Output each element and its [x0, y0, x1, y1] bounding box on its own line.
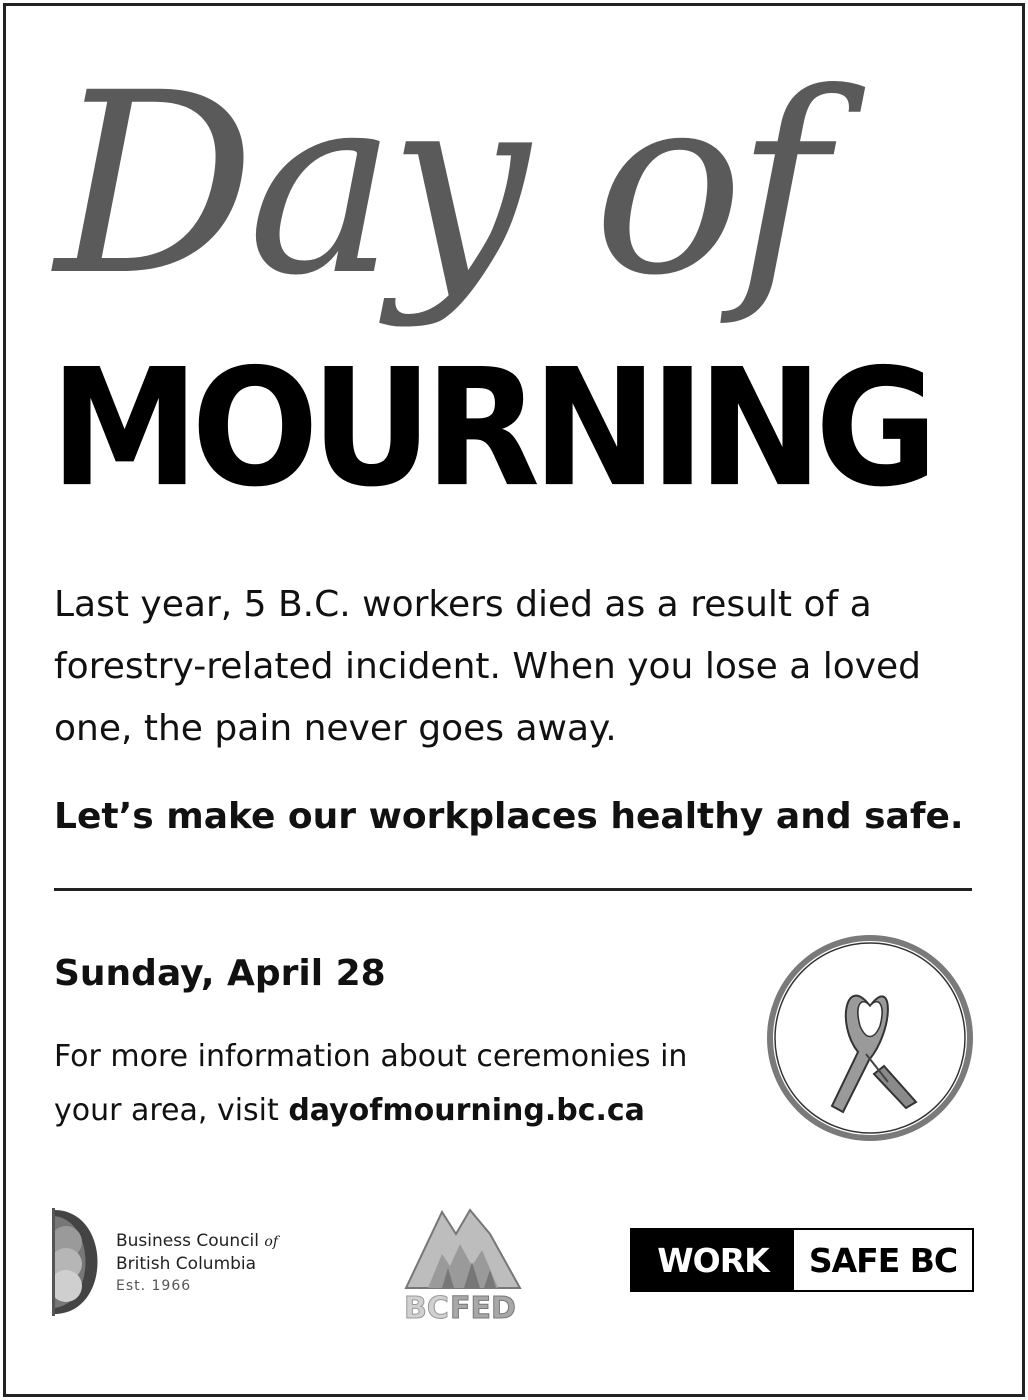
mountain-icon [406, 1210, 520, 1288]
tagline: Let’s make our workplaces healthy and safe. [54, 796, 964, 837]
ribbon-badge [766, 934, 974, 1142]
event-info [54, 1030, 754, 1138]
bcbc-line1-suffix: of [264, 1234, 279, 1250]
bcfed-text-fed: FED [450, 1291, 516, 1322]
bcbc-emblem-icon [52, 1208, 108, 1316]
worksafe-left: WORK [632, 1230, 794, 1290]
bcbc-text [116, 1230, 278, 1297]
bcbc-line1: Business Council [116, 1231, 259, 1251]
body-paragraph: Last year, 5 B.C. workers died as a result of a forestry-related incident. When you lose a loved one, the pain never goes away. [54, 584, 922, 749]
bcfed-logo [402, 1204, 524, 1322]
bcbc-logo [52, 1208, 352, 1318]
bcbc-line2: British Columbia [116, 1254, 257, 1274]
worksafebc-logo [630, 1228, 974, 1292]
headline-main: MOURNING [50, 335, 931, 523]
worksafe-right: SAFE BC [794, 1230, 972, 1290]
divider [54, 888, 972, 891]
bcfed-text-bc: BC [404, 1291, 449, 1322]
headline-script: Day of [55, 39, 821, 330]
bcbc-est: Est. 1966 [116, 1278, 192, 1294]
event-info-text: For more information about ceremonies in your area, visit [54, 1039, 688, 1128]
event-date: Sunday, April 28 [54, 953, 386, 994]
website-link[interactable]: dayofmourning.bc.ca [288, 1093, 645, 1128]
